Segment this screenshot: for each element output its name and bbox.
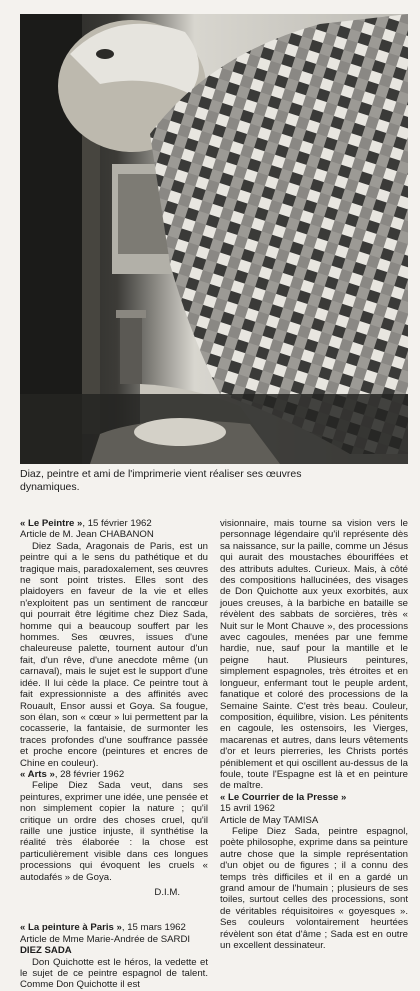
article-title: « La peinture à Paris » bbox=[20, 922, 122, 934]
article-title: « Le Courrier de la Presse » bbox=[220, 791, 347, 803]
article-body: Don Quichotte est le héros, la vedette et le sujet de ce peintre espagnol de talent. Comme Don Quichotte il est bbox=[20, 956, 208, 991]
article-date: , 28 février 1962 bbox=[54, 768, 125, 780]
article-author: Article de Mme Marie-Andrée de SARDI bbox=[20, 933, 191, 945]
photo-painter bbox=[20, 14, 408, 464]
article-date: , 15 mars 1962 bbox=[121, 922, 186, 934]
article-body-continued: visionnaire, mais tourne sa vision vers le personnage légendaire qu'il représente dès sa naissance, sur la paille, comme un Jésus qui aurait des moustaches ébouriffées et des attributs adultes. Curieux. Mais, à côté des compositions hallucinées, des visages de Don Quichotte aux yeux exorbités, aux joues creuses, à la barbiche en bataille se révèlent des sabbats de sorcières, très « Nuit sur le Mont Chauve », des processions avec cagoules, menées par une femme hardie, nue, sauf pour la mantille et le peigne haut. Plusieurs peintures, simplement espagnoles, très étroites et en longueur, enfermant tout le peuple ardent, fanatique et coloré des processions de la Semaine Sainte. C'est très beau. Couleur, composition, équilibre, vision. Les pénitents en cagoule, les ostensoirs, les Vierges, macarenas et autres, dans leurs vêtements d'or et leurs pierreries, les Christs portés péniblement et qui oscillent au-dessus de la foule, toute l'Espagne est là et en peinture de maître. bbox=[220, 518, 408, 792]
photo-caption: Diaz, peintre et ami de l'imprimerie vient réaliser ses œuvres dynamiques. bbox=[20, 468, 302, 493]
painter-photo-illustration bbox=[20, 14, 408, 464]
article-heading bbox=[20, 922, 208, 933]
article-title: « Arts » bbox=[20, 768, 55, 780]
article-body: Diez Sada, Aragonais de Paris, est un peintre qui a le sens du pathétique et du tragique mais, paradoxalement, ses œuvres ne sont point tristes. Elles sont des plaidoyers en faveur de la vie et elles n'exploitent pas un sentiment de rancœur qui pourrait être légitime chez Diez Sada, homme qui a beaucoup souffert par les hommes. Ses œuvres, issues d'une chaleureuse palette, tournent autour d'un fait, d'un rêve, d'une anecdote même (un carnaval), mais le sujet est le support d'une idée. Il lui cède la place. Ce peintre tout à fait expressionniste a des affinités avec Rouault, Ensor aussi et Goya. Sa fougue, son élan, son « cœur » lui permettent par la cocasserie, la fantaisie, de surmonter les traces profondes d'une souffrance passée et proche encore (peintures et encres de Chine en couleur). bbox=[20, 540, 208, 769]
article-date: , 15 février 1962 bbox=[82, 518, 152, 529]
article-author: Article de May TAMISA bbox=[220, 814, 319, 826]
article-signature: D.I.M. bbox=[154, 887, 180, 898]
article-heading bbox=[20, 518, 208, 529]
article-body: Felipe Diez Sada veut, dans ses peintures, exprimer une idée, une pensée et non simplement copier la nature ; qu'il critique un ordre des choses cruel, qu'il raille une justice injuste, il synthétise la réalité très élaborée : la chose est particulièrement visible dans ces longues processions qui évoquent les cruels « autodafés » de Goya. bbox=[20, 780, 208, 883]
article-author: Article de M. Jean CHABANON bbox=[20, 529, 154, 541]
left-column bbox=[20, 518, 208, 991]
article-body: Felipe Diez Sada, peintre espagnol, poète philosophe, exprime dans sa peinture autre chose que la simple représentation d'un objet ou de figures ; il a connu des temps très difficiles et il en a gardé un grand amour de l'humain ; plusieurs de ses toiles, surtout celles des processions, sont de véritables réquisitoires « goyesques ». Ses couleurs volontairement heurtées révèlent son état d'âme ; Sada est en outre un excellent dessinateur. bbox=[220, 825, 408, 952]
right-column bbox=[220, 518, 408, 951]
article-title: « Le Peintre » bbox=[20, 518, 83, 529]
article-subhead: DIEZ SADA bbox=[20, 945, 72, 957]
article-date: 15 avril 1962 bbox=[220, 803, 275, 815]
article-heading bbox=[20, 769, 208, 780]
